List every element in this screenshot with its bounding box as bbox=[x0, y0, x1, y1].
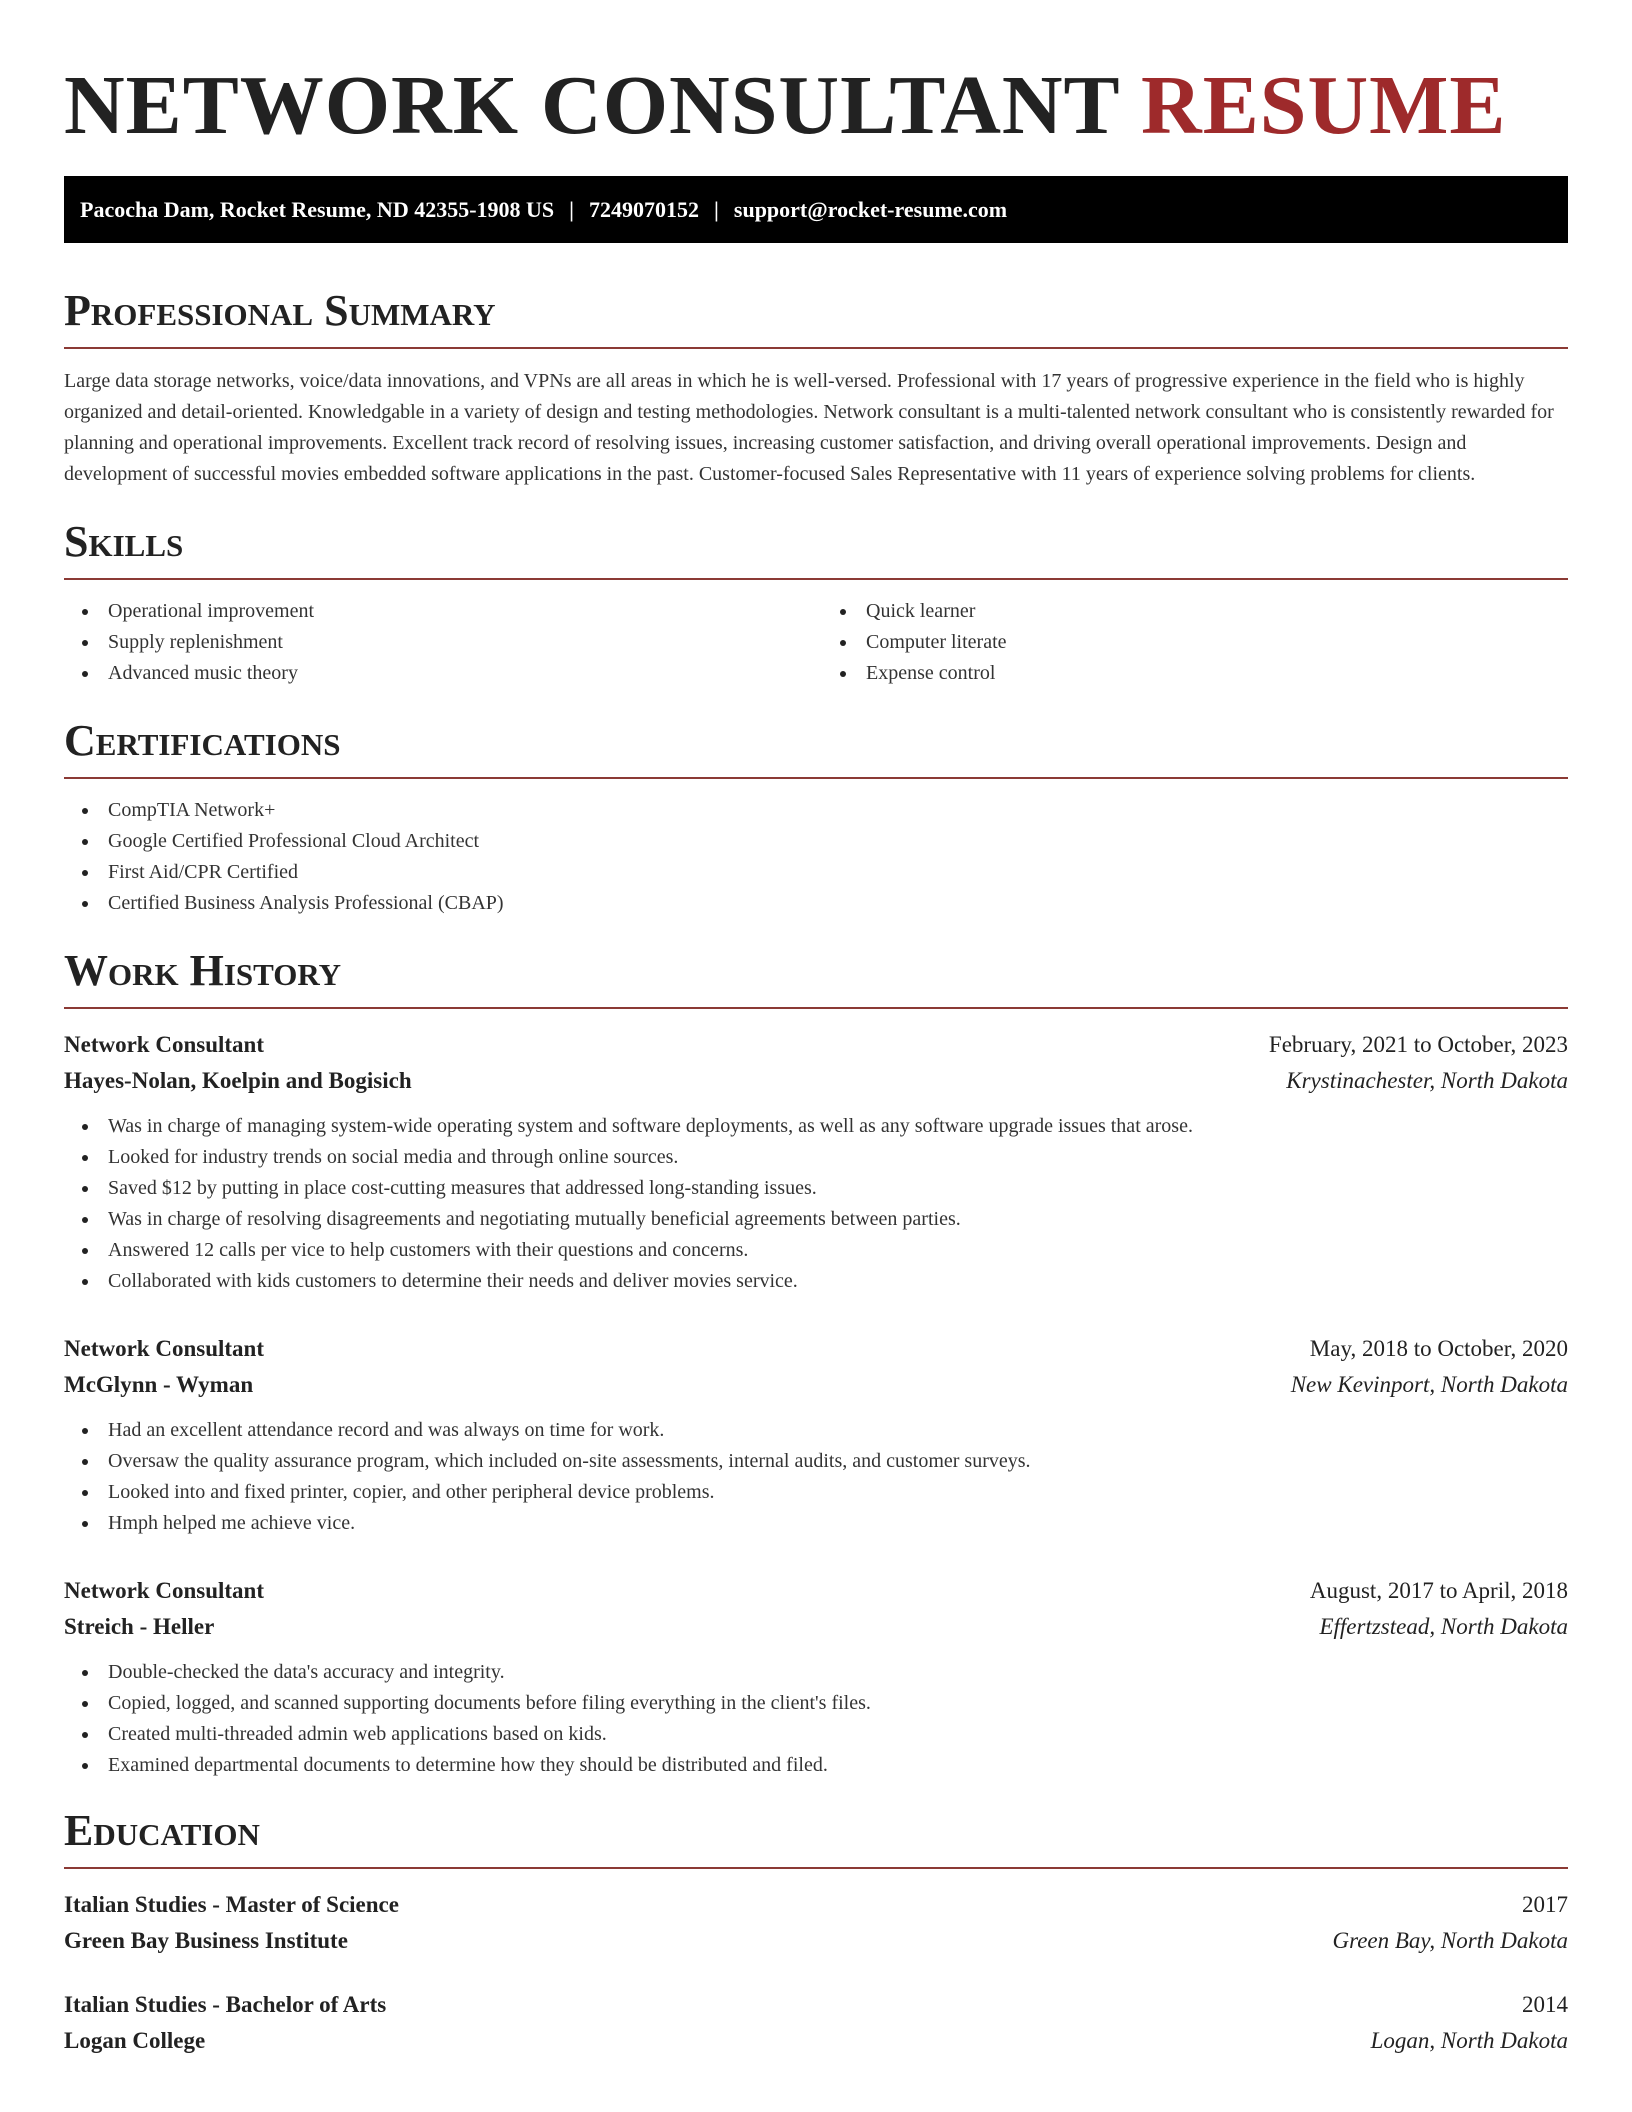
education-school: Logan College bbox=[64, 2028, 206, 2053]
certification-item: Google Certified Professional Cloud Architect bbox=[82, 826, 1568, 857]
skill-item: Supply replenishment bbox=[82, 627, 822, 658]
education-year: 2017 bbox=[1522, 1892, 1568, 1917]
contact-bar bbox=[64, 176, 1568, 243]
job-company-row bbox=[64, 1367, 1568, 1403]
job-duty: Saved $12 by putting in place cost-cutting measures that addressed long-standing issues. bbox=[82, 1173, 1568, 1204]
job-duties-list bbox=[64, 1111, 1568, 1297]
job-duty: Double-checked the data's accuracy and integrity. bbox=[82, 1657, 1568, 1688]
certifications-list bbox=[64, 795, 1568, 919]
job-duty: Created multi-threaded admin web applications based on kids. bbox=[82, 1719, 1568, 1750]
contact-separator: | bbox=[714, 196, 719, 222]
certification-item: CompTIA Network+ bbox=[82, 795, 1568, 826]
education-degree: Italian Studies - Master of Science bbox=[64, 1892, 399, 1917]
job-duty: Hmph helped me achieve vice. bbox=[82, 1508, 1568, 1539]
job-dates: February, 2021 to October, 2023 bbox=[1268, 1032, 1568, 1057]
job-location: Krystinachester, North Dakota bbox=[1286, 1068, 1568, 1093]
job-company: Streich - Heller bbox=[64, 1614, 215, 1639]
job-duty: Examined departmental documents to determine how they should be distributed and filed. bbox=[82, 1750, 1568, 1781]
job-duties-list bbox=[64, 1415, 1568, 1539]
job-company: Hayes-Nolan, Koelpin and Bogisich bbox=[64, 1068, 412, 1093]
contact-phone: 7249070152 bbox=[589, 196, 700, 222]
job-entry bbox=[64, 1331, 1568, 1539]
education-heading: Education bbox=[64, 1805, 1568, 1869]
summary-text: Large data storage networks, voice/data innovations, and VPNs are all areas in which he is well-versed. Professional with 17 years of progressive experience in the field who is highly organized and detail-oriented. Knowledgable in a variety of design and testing methodologies. Network consultant is a multi-talented network consultant who is consistently rewarded for planning and operational improvements. Excellent track record of resolving issues, increasing customer satisfaction, and driving overall operational improvements. Design and development of successful movies embedded software applications in the past. Customer-focused Sales Representative with 11 years of experience solving problems for clients. bbox=[64, 370, 1554, 485]
skills-grid bbox=[64, 596, 1568, 689]
work-history-section bbox=[64, 945, 1568, 1781]
contact-address: Pacocha Dam, Rocket Resume, ND 42355-1908 US bbox=[80, 196, 555, 222]
skills-section bbox=[64, 516, 1568, 689]
certification-item: First Aid/CPR Certified bbox=[82, 857, 1568, 888]
job-duties-list bbox=[64, 1657, 1568, 1781]
job-dates: May, 2018 to October, 2020 bbox=[1309, 1336, 1568, 1361]
job-duty: Had an excellent attendance record and was always on time for work. bbox=[82, 1415, 1568, 1446]
job-dates: August, 2017 to April, 2018 bbox=[1309, 1578, 1568, 1603]
page-title bbox=[64, 56, 1568, 156]
skill-item: Expense control bbox=[840, 658, 1580, 689]
job-company: McGlynn - Wyman bbox=[64, 1372, 254, 1397]
education-location: Logan, North Dakota bbox=[1370, 2028, 1568, 2053]
summary-heading: Professional Summary bbox=[64, 285, 1568, 349]
education-degree: Italian Studies - Bachelor of Arts bbox=[64, 1992, 387, 2017]
education-entry bbox=[64, 1987, 1568, 2059]
job-role: Network Consultant bbox=[64, 1336, 264, 1361]
job-company-row bbox=[64, 1609, 1568, 1645]
skill-item: Operational improvement bbox=[82, 596, 822, 627]
skills-list-left bbox=[64, 596, 822, 689]
certifications-heading: Certifications bbox=[64, 715, 1568, 779]
job-header-row bbox=[64, 1331, 1568, 1367]
certifications-section bbox=[64, 715, 1568, 919]
job-duty: Collaborated with kids customers to determine their needs and deliver movies service. bbox=[82, 1266, 1568, 1297]
education-degree-row bbox=[64, 1887, 1568, 1923]
job-company-row bbox=[64, 1063, 1568, 1099]
title-main: NETWORK CONSULTANT bbox=[64, 59, 1120, 152]
education-degree-row bbox=[64, 1987, 1568, 2023]
skills-heading: Skills bbox=[64, 516, 1568, 580]
skill-item: Quick learner bbox=[840, 596, 1580, 627]
skill-item: Computer literate bbox=[840, 627, 1580, 658]
job-entry bbox=[64, 1027, 1568, 1297]
job-header-row bbox=[64, 1573, 1568, 1609]
education-school-row bbox=[64, 1923, 1568, 1959]
job-role: Network Consultant bbox=[64, 1578, 264, 1603]
education-entry bbox=[64, 1887, 1568, 1959]
education-school: Green Bay Business Institute bbox=[64, 1928, 348, 1953]
job-duty: Looked for industry trends on social media and through online sources. bbox=[82, 1142, 1568, 1173]
work-history-heading: Work History bbox=[64, 945, 1568, 1009]
contact-separator: | bbox=[569, 196, 575, 222]
job-duty: Answered 12 calls per vice to help customers with their questions and concerns. bbox=[82, 1235, 1568, 1266]
job-duty: Was in charge of managing system-wide operating system and software deployments, as well as any software upgrade issues that arose. bbox=[82, 1111, 1568, 1142]
job-duty: Oversaw the quality assurance program, which included on-site assessments, internal audits, and customer surveys. bbox=[82, 1446, 1568, 1477]
summary-section bbox=[64, 285, 1568, 490]
certification-item: Certified Business Analysis Professional (CBAP) bbox=[82, 888, 1568, 919]
job-header-row bbox=[64, 1027, 1568, 1063]
education-section bbox=[64, 1805, 1568, 2059]
contact-email: support@rocket-resume.com bbox=[733, 196, 1008, 222]
job-entry bbox=[64, 1573, 1568, 1781]
education-year: 2014 bbox=[1522, 1992, 1568, 2017]
job-duty: Looked into and fixed printer, copier, and other peripheral device problems. bbox=[82, 1477, 1568, 1508]
job-location: New Kevinport, North Dakota bbox=[1290, 1372, 1568, 1397]
skills-list-right bbox=[822, 596, 1580, 689]
skill-item: Advanced music theory bbox=[82, 658, 822, 689]
job-duty: Copied, logged, and scanned supporting documents before filing everything in the client's files. bbox=[82, 1688, 1568, 1719]
education-school-row bbox=[64, 2023, 1568, 2059]
job-location: Effertzstead, North Dakota bbox=[1319, 1614, 1568, 1639]
title-accent: RESUME bbox=[1141, 59, 1507, 152]
job-duty: Was in charge of resolving disagreements and negotiating mutually beneficial agreements between parties. bbox=[82, 1204, 1568, 1235]
education-location: Green Bay, North Dakota bbox=[1332, 1928, 1568, 1953]
job-role: Network Consultant bbox=[64, 1032, 264, 1057]
